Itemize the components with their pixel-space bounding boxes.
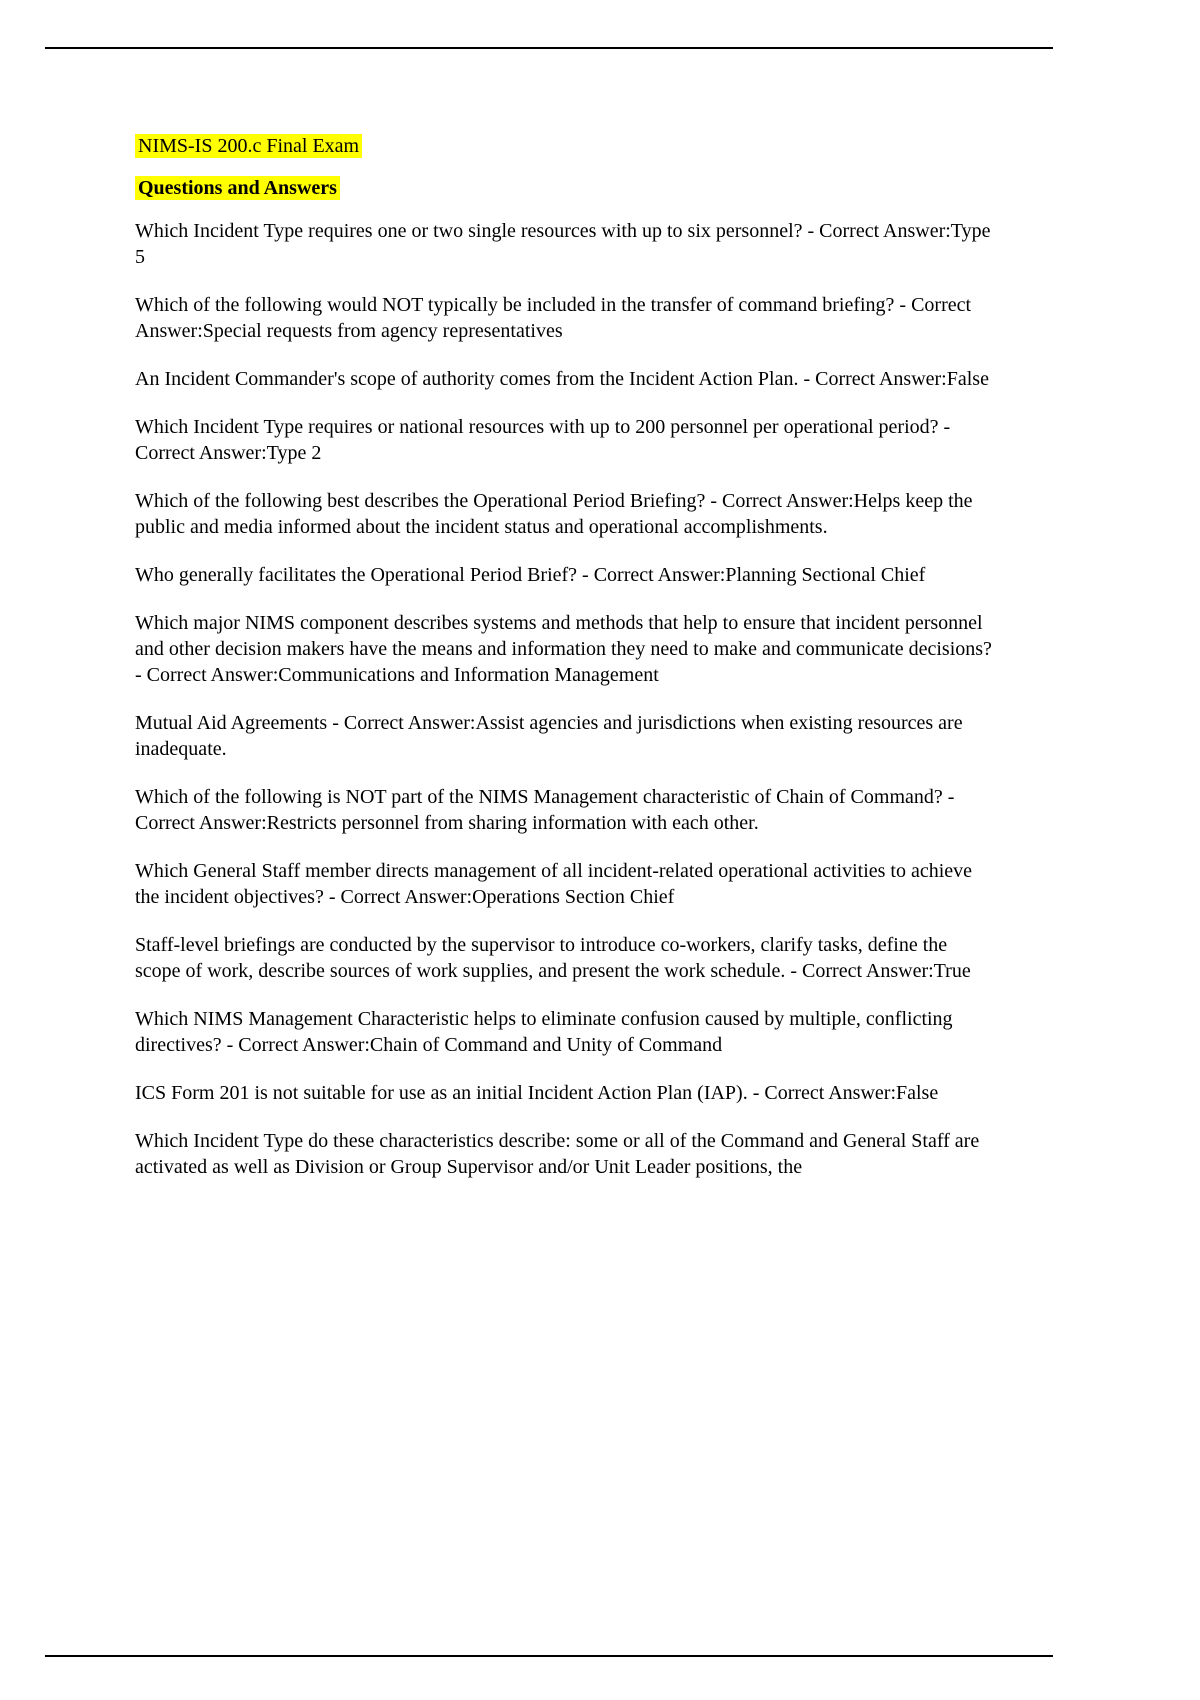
subtitle-line <box>135 175 997 201</box>
qa-paragraph: Which of the following is NOT part of the NIMS Management characteristic of Chain of Command? - Correct Answer:Restricts personnel from sharing information with each other. <box>135 786 955 834</box>
top-rule <box>45 47 1053 49</box>
qa-paragraph: Which General Staff member directs management of all incident-related operational activities to achieve the incident objectives? - Correct Answer:Operations Section Chief <box>135 860 973 908</box>
qa-paragraph: Mutual Aid Agreements - Correct Answer:Assist agencies and jurisdictions when existing resources are inadequate. <box>135 712 963 760</box>
qa-paragraph: Which major NIMS component describes systems and methods that help to ensure that incident personnel and other decision makers have the means and information they need to make and communicate decisions? - Correct Answer:Communications and Information Management <box>135 612 992 686</box>
qa-paragraph: Which of the following best describes the Operational Period Briefing? - Correct Answer:Helps keep the public and media informed about the incident status and operational accomplishments. <box>135 490 973 538</box>
document-title: NIMS-IS 200.c Final Exam <box>135 134 362 158</box>
qa-paragraph: An Incident Commander's scope of authority comes from the Incident Action Plan. - Correct Answer:False <box>135 368 989 390</box>
document-subtitle: Questions and Answers <box>135 176 340 200</box>
qa-paragraph: Who generally facilitates the Operational Period Brief? - Correct Answer:Planning Sectional Chief <box>135 564 926 586</box>
qa-paragraph: Which Incident Type requires or national resources with up to 200 personnel per operational period? - Correct Answer:Type 2 <box>135 416 951 464</box>
qa-paragraph: Which NIMS Management Characteristic helps to eliminate confusion caused by multiple, conflicting directives? - Correct Answer:Chain of Command and Unity of Command <box>135 1008 953 1056</box>
title-line <box>135 133 997 159</box>
qa-paragraph: Which Incident Type requires one or two single resources with up to six personnel? - Correct Answer:Type 5 <box>135 220 991 268</box>
qa-paragraph: Staff-level briefings are conducted by the supervisor to introduce co-workers, clarify tasks, define the scope of work, describe sources of work supplies, and present the work schedule. - Correct Answer:True <box>135 934 971 982</box>
qa-paragraph: ICS Form 201 is not suitable for use as an initial Incident Action Plan (IAP). - Correct Answer:False <box>135 1082 939 1104</box>
qa-paragraph: Which Incident Type do these characteristics describe: some or all of the Command and General Staff are activated as well as Division or Group Supervisor and/or Unit Leader positions, the <box>135 1130 980 1178</box>
bottom-rule <box>45 1655 1053 1657</box>
document-content <box>135 133 997 1202</box>
qa-paragraph: Which of the following would NOT typically be included in the transfer of command briefing? - Correct Answer:Special requests from agency representatives <box>135 294 972 342</box>
